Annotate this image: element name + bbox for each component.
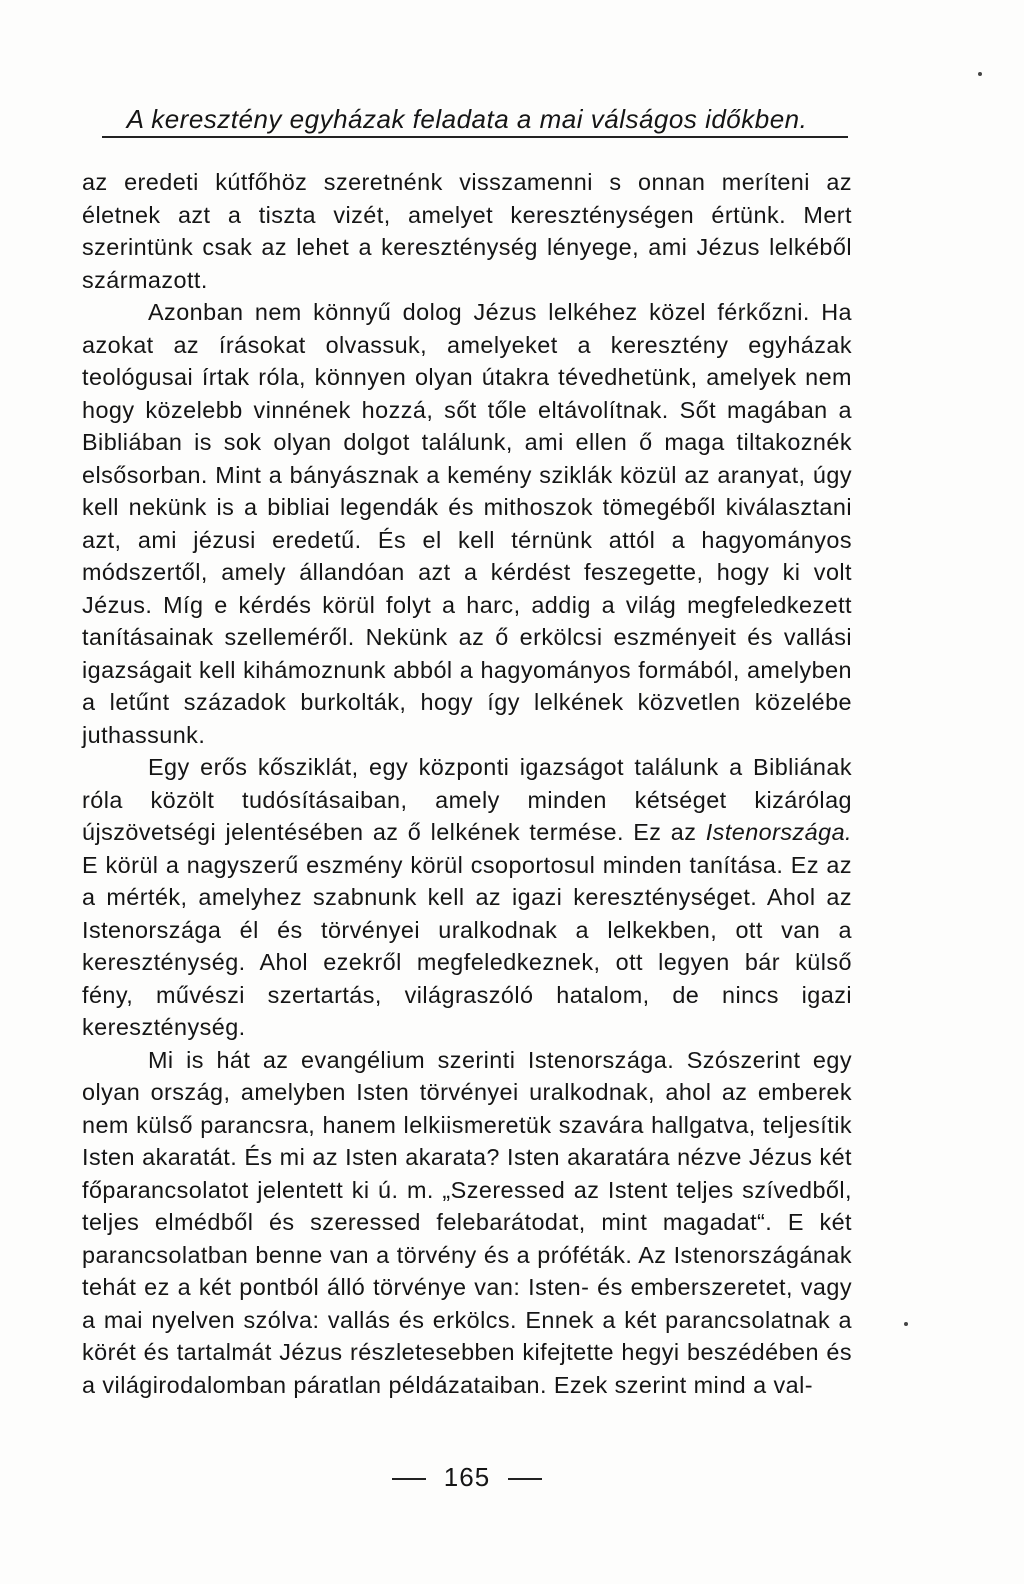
paragraph-3-text-before: Egy erős kősziklát, egy központi igazságot találunk a Bibliának róla közölt tudósításaiban, amely minden kétséget kizárólag újszövetségi jelentésében az ő lelkének termése. Ez az bbox=[82, 754, 852, 845]
paper-speck bbox=[978, 72, 982, 76]
page-number: 165 bbox=[443, 1462, 491, 1492]
header-rule bbox=[102, 136, 848, 138]
page-number-dash-left bbox=[392, 1478, 426, 1480]
running-head: A keresztény egyházak feladata a mai válságos időkben. bbox=[126, 104, 808, 134]
paragraph-2: Azonban nem könnyű dolog Jézus lelkéhez közel férkőzni. Ha azokat az írásokat olvassuk, amelyeket a keresztény egyházak teológusai írtak róla, könnyen olyan útakra tévedhetünk, amelyek nem hogy közelebb vinnének hozzá, sőt tőle eltávolítnak. Sőt magában a Bibliában is sok olyan dolgot találunk, ami ellen ő maga tiltakoznék elsősorban. Mint a bányásznak a kemény sziklák közül az aranyat, úgy kell nekünk is a bibliai legendák és mithoszok tömegéből kiválasztani azt, ami jézusi eredetű. És el kell térnünk attól a hagyományos módszertől, amely állandóan azt a kérdést feszegette, hogy ki volt Jézus. Míg e kérdés körül folyt a harc, addig a világ megfeledkezett tanításainak szelleméről. Nekünk az ő erkölcsi eszményeit és vallási igazságait kell kihámoznunk abból a hagyományos formából, amelyben a letűnt századok burkolták, hogy így lelkének közvetlen közelébe juthassunk. bbox=[82, 299, 852, 748]
page-number-line bbox=[82, 1462, 852, 1492]
page-number-dash-right bbox=[508, 1478, 542, 1480]
paragraph-3 bbox=[82, 751, 852, 1044]
paragraph-1: az eredeti kútfőhöz szeretnénk visszamenni s onnan meríteni az életnek azt a tiszta vizét, amelyet kereszténységen értünk. Mert szerintünk csak az lehet a kereszténység lényege, ami Jézus lelkéből származott. bbox=[82, 169, 852, 293]
paper-speck bbox=[904, 1322, 908, 1326]
paragraph-3-text-after: E körül a nagyszerű eszmény körül csoportosul minden tanítása. Ez az a mérték, amelyhez szabnunk kell az igazi kereszténységet. Ahol az Istenországa él és törvényei uralkodnak a lelkekben, ott van a kereszténység. Ahol ezekről megfeledkeznek, ott legyen bár külső fény, művészi szertartás, világraszóló hatalom, de nincs igazi kereszténység. bbox=[82, 851, 852, 1040]
istenorszaga-emphasis: Istenországa. bbox=[705, 819, 852, 845]
paragraph-4: Mi is hát az evangélium szerinti Istenországa. Szószerint egy olyan ország, amelyben Isten törvényei uralkodnak, ahol az emberek nem külső parancsra, hanem lelkiismeretük szavára hallgatva, teljesítik Isten akaratát. És mi az Isten akarata? Isten akaratára nézve Jézus két főparancsolatot jelentett ki ú. m. „Szeressed az Istent teljes szívedből, teljes elmédből és szeressed felebarátodat, mint magadat“. E két parancsolatban benne van a törvény és a próféták. Az Istenországának tehát ez a két pontból álló törvénye van: Isten- és emberszeretet, vagy a mai nyelven szólva: vallás és erkölcs. Ennek a két parancsolatnak a körét és tartalmát Jézus részletesebben kifejtette hegyi beszédében és a világirodalomban páratlan példázataiban. Ezek szerint mind a val- bbox=[82, 1046, 852, 1398]
body-text bbox=[82, 166, 852, 1401]
